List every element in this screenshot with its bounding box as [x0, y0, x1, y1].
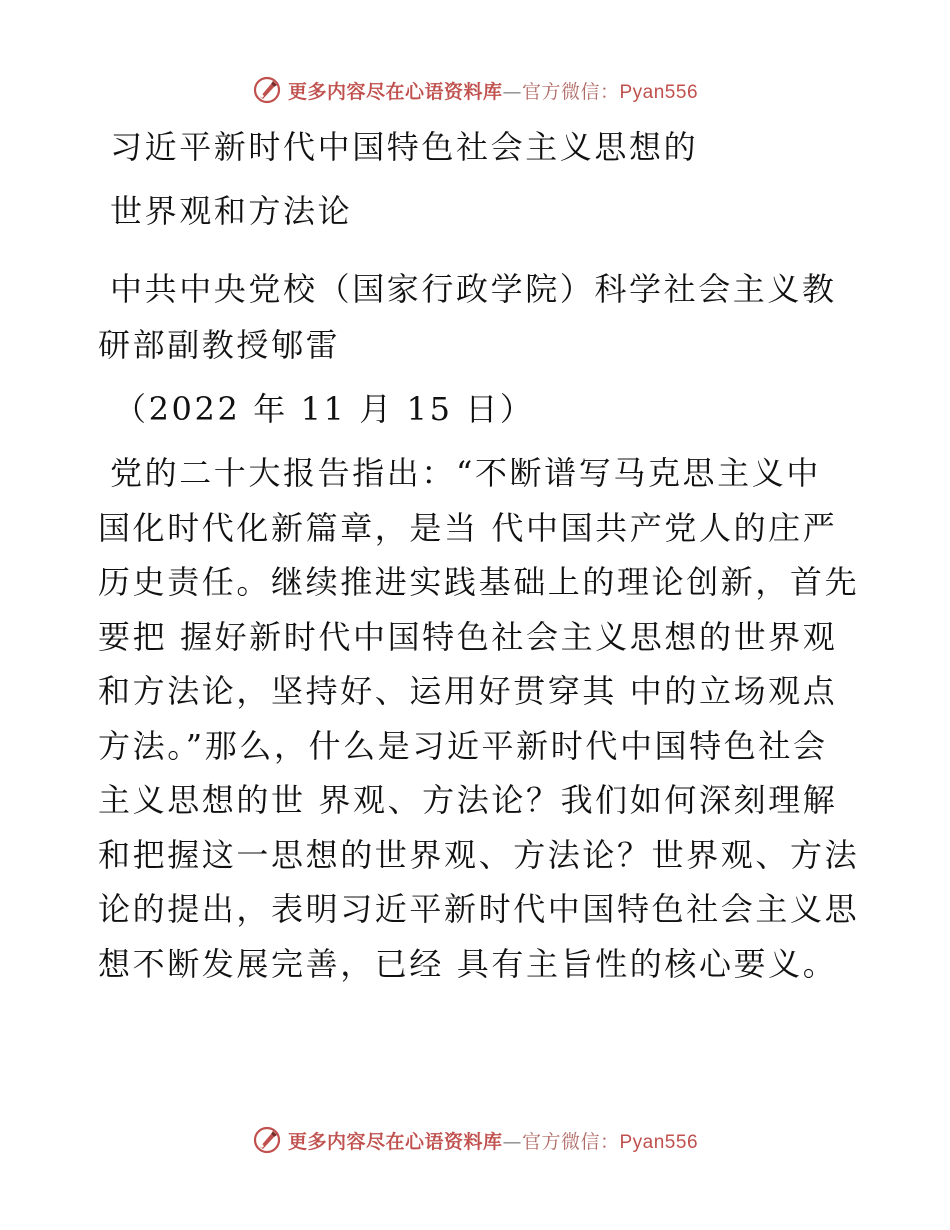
title-line-2: 世界观和方法论: [110, 192, 353, 230]
banner-separator: —: [502, 1130, 522, 1153]
paragraph-line: 国化时代化新篇章，是当 代中国共产党人的庄严: [98, 508, 838, 547]
banner-text: [288, 77, 698, 104]
publish-date: （2022 年 11 月 15 日）: [114, 390, 535, 428]
banner-separator: —: [502, 80, 522, 103]
document-body: [98, 120, 858, 991]
paragraph-line: 主义思想的世 界观、方法论？我们如何深刻理解: [98, 781, 838, 819]
banner-wechat-id: Pyan556: [619, 1131, 699, 1153]
paragraph-line: 和把握这一思想的世界观、方法论？世界观、方法: [98, 835, 860, 874]
header-banner: [0, 70, 950, 110]
paragraph-line: 和方法论，坚持好、运用好贯穿其 中的立场观点: [98, 672, 838, 710]
banner-main-text: 更多内容尽在心语资料库: [287, 1130, 503, 1153]
body-paragraph: [98, 446, 858, 991]
banner-text: [288, 1127, 698, 1154]
author-affiliation-line-1: 中共中央党校（国家行政学院）科学社会主义教: [110, 270, 837, 308]
paragraph-line: 论的提出，表明习近平新时代中国特色社会主义思: [98, 890, 860, 928]
pen-logo-icon: [252, 75, 282, 105]
paragraph-line: 要把 握好新时代中国特色社会主义思想的世界观: [98, 617, 838, 656]
banner-official-label: 官方微信：: [521, 1130, 620, 1153]
paragraph-line: 历史责任。继续推进实践基础上的理论创新，首先: [98, 563, 860, 601]
banner-main-text: 更多内容尽在心语资料库: [287, 80, 503, 103]
banner-wechat-id: Pyan556: [619, 81, 699, 103]
paragraph-line: 方法。”那么，什么是习近平新时代中国特色社会: [98, 726, 828, 765]
title-line-1: 习近平新时代中国特色社会主义思想的: [110, 128, 699, 166]
footer-banner: [0, 1120, 950, 1160]
banner-official-label: 官方微信：: [521, 80, 620, 103]
pen-logo-icon: [252, 1125, 282, 1155]
paragraph-line: 想不断发展完善，已经 具有主旨性的核心要义。: [98, 944, 838, 983]
paragraph-line: 党的二十大报告指出：“不断谱写马克思主义中: [110, 454, 821, 492]
author-affiliation-line-2: 研部副教授郇雷: [98, 326, 341, 364]
